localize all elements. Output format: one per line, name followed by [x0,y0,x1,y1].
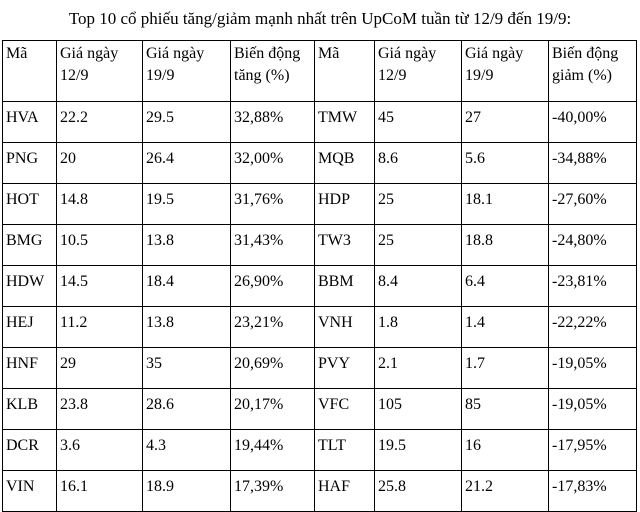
cell-loss-change: -17,95% [549,430,637,471]
stock-table [2,40,637,512]
table-row [3,184,637,225]
cell-loss-code: PVY [315,348,375,389]
cell-loss-code: MQB [315,143,375,184]
cell-gain-code: PNG [3,143,57,184]
cell-gain-code: HEJ [3,307,57,348]
cell-loss-price-12-9: 45 [375,102,462,143]
cell-loss-code: TMW [315,102,375,143]
cell-gain-change: 26,90% [231,266,315,307]
cell-gain-price-12-9: 3.6 [57,430,143,471]
cell-loss-price-12-9: 25.8 [375,471,462,512]
cell-loss-code: VNH [315,307,375,348]
cell-gain-change: 31,43% [231,225,315,266]
cell-gain-code: BMG [3,225,57,266]
cell-loss-code: HDP [315,184,375,225]
cell-loss-price-12-9: 8.4 [375,266,462,307]
cell-loss-price-19-9: 18.1 [462,184,549,225]
cell-gain-price-19-9: 18.9 [143,471,231,512]
cell-gain-price-12-9: 14.5 [57,266,143,307]
cell-loss-price-19-9: 21.2 [462,471,549,512]
cell-gain-code: HNF [3,348,57,389]
header-gain-price-1: Giá ngày 12/9 [57,41,143,102]
cell-loss-price-12-9: 105 [375,389,462,430]
cell-loss-change: -23,81% [549,266,637,307]
header-loss-price-1: Giá ngày 12/9 [375,41,462,102]
cell-loss-price-19-9: 1.7 [462,348,549,389]
cell-gain-change: 20,69% [231,348,315,389]
cell-gain-price-19-9: 19.5 [143,184,231,225]
cell-gain-change: 31,76% [231,184,315,225]
cell-gain-change: 23,21% [231,307,315,348]
cell-loss-price-19-9: 16 [462,430,549,471]
table-row [3,143,637,184]
cell-gain-price-19-9: 13.8 [143,307,231,348]
cell-loss-code: TLT [315,430,375,471]
table-row [3,102,637,143]
cell-loss-code: BBM [315,266,375,307]
cell-loss-change: -34,88% [549,143,637,184]
table-body [3,102,637,512]
cell-gain-price-12-9: 14.8 [57,184,143,225]
table-caption: Top 10 cổ phiếu tăng/giảm mạnh nhất trên UpCoM tuần từ 12/9 đến 19/9: [68,9,572,28]
cell-loss-price-12-9: 25 [375,184,462,225]
cell-gain-price-19-9: 35 [143,348,231,389]
cell-gain-price-12-9: 16.1 [57,471,143,512]
cell-loss-change: -22,22% [549,307,637,348]
cell-gain-code: HDW [3,266,57,307]
cell-gain-price-19-9: 4.3 [143,430,231,471]
header-gain-code: Mã [3,41,57,102]
header-gain-change: Biến động tăng (%) [231,41,315,102]
table-row [3,389,637,430]
header-loss-price-2: Giá ngày 19/9 [462,41,549,102]
cell-loss-change: -17,83% [549,471,637,512]
header-row [3,41,637,102]
cell-gain-change: 17,39% [231,471,315,512]
cell-gain-price-12-9: 10.5 [57,225,143,266]
header-loss-change: Biến động giảm (%) [549,41,637,102]
cell-gain-code: KLB [3,389,57,430]
cell-gain-change: 32,00% [231,143,315,184]
cell-gain-price-19-9: 29.5 [143,102,231,143]
cell-loss-price-19-9: 1.4 [462,307,549,348]
cell-loss-change: -19,05% [549,389,637,430]
cell-gain-price-12-9: 29 [57,348,143,389]
cell-loss-price-12-9: 25 [375,225,462,266]
cell-loss-change: -24,80% [549,225,637,266]
cell-gain-price-19-9: 26.4 [143,143,231,184]
cell-loss-price-12-9: 1.8 [375,307,462,348]
cell-loss-price-12-9: 2.1 [375,348,462,389]
cell-loss-price-12-9: 8.6 [375,143,462,184]
cell-loss-change: -40,00% [549,102,637,143]
cell-loss-code: TW3 [315,225,375,266]
cell-gain-price-12-9: 23.8 [57,389,143,430]
cell-loss-price-12-9: 19.5 [375,430,462,471]
cell-gain-price-19-9: 28.6 [143,389,231,430]
cell-loss-price-19-9: 85 [462,389,549,430]
cell-loss-price-19-9: 6.4 [462,266,549,307]
table-row [3,307,637,348]
cell-loss-code: HAF [315,471,375,512]
cell-gain-change: 19,44% [231,430,315,471]
cell-gain-code: HVA [3,102,57,143]
cell-gain-price-19-9: 13.8 [143,225,231,266]
cell-gain-change: 20,17% [231,389,315,430]
cell-gain-price-12-9: 22.2 [57,102,143,143]
table-row [3,225,637,266]
cell-gain-price-12-9: 20 [57,143,143,184]
cell-loss-price-19-9: 27 [462,102,549,143]
cell-gain-code: DCR [3,430,57,471]
cell-loss-change: -27,60% [549,184,637,225]
cell-loss-change: -19,05% [549,348,637,389]
header-gain-price-2: Giá ngày 19/9 [143,41,231,102]
table-row [3,471,637,512]
cell-gain-change: 32,88% [231,102,315,143]
cell-loss-code: VFC [315,389,375,430]
table-row [3,348,637,389]
cell-loss-price-19-9: 5.6 [462,143,549,184]
table-row [3,430,637,471]
cell-gain-code: HOT [3,184,57,225]
cell-gain-price-19-9: 18.4 [143,266,231,307]
cell-gain-code: VIN [3,471,57,512]
table-row [3,266,637,307]
cell-loss-price-19-9: 18.8 [462,225,549,266]
header-loss-code: Mã [315,41,375,102]
cell-gain-price-12-9: 11.2 [57,307,143,348]
